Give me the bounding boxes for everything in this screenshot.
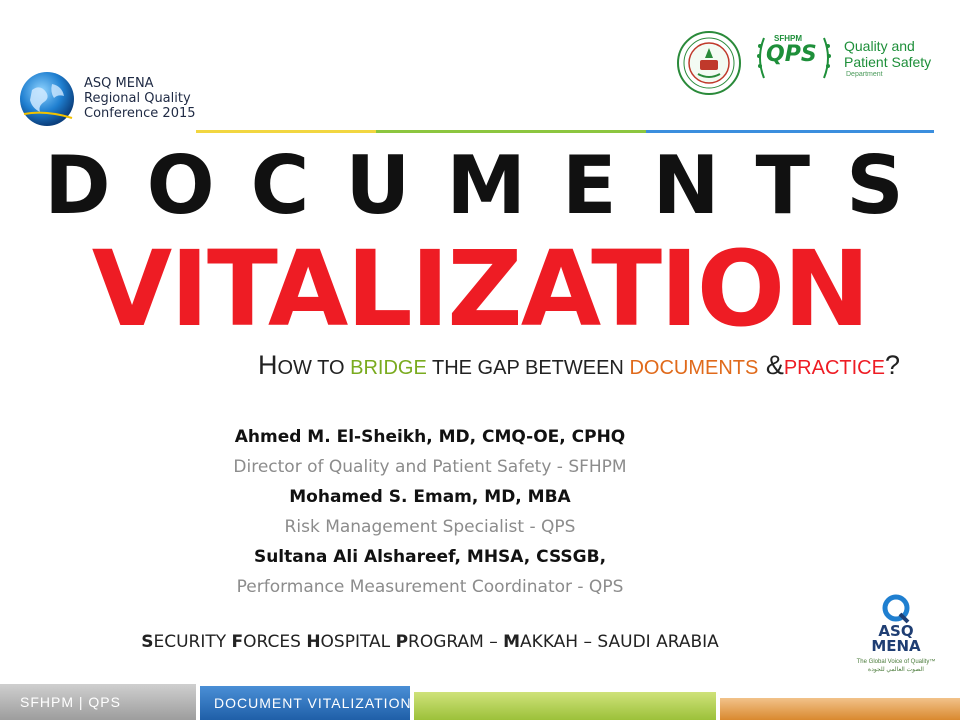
title-documents: DOCUMENTS <box>44 139 940 232</box>
subtitle-h: H <box>258 350 278 380</box>
subtitle-bridge: BRIDGE <box>350 357 427 379</box>
conference-line-3: Conference 2015 <box>84 106 196 121</box>
footer-middle-label: DOCUMENT VITALIZATION <box>214 695 412 711</box>
org-word: OSPITAL <box>320 632 396 652</box>
conference-line-2: Regional Quality <box>84 91 191 106</box>
qps-sub-label: SFHPM <box>774 34 802 43</box>
org-word: ROGRAM – <box>408 632 504 652</box>
org-initial: F <box>231 632 244 652</box>
conference-line-1: ASQ MENA <box>84 76 154 91</box>
conference-logo <box>16 68 216 132</box>
conference-title <box>84 76 196 121</box>
subtitle-practice: PRACTICE <box>783 357 885 379</box>
globe-icon <box>18 70 76 128</box>
asq-q-icon <box>880 594 912 624</box>
author-role: Director of Quality and Patient Safety - SFHPM <box>233 457 627 477</box>
color-rule-yellow <box>196 130 376 133</box>
asq-tagline-en: The Global Voice of Quality™ <box>856 659 936 665</box>
subtitle-the-gap: THE GAP BETWEEN <box>426 357 630 379</box>
author-name: Sultana Ali Alshareef, MHSA, CSSGB, <box>253 547 607 567</box>
author-name: Mohamed S. Emam, MD, MBA <box>289 487 571 507</box>
org-word: ORCES <box>243 632 307 652</box>
qps-logo <box>752 30 942 86</box>
qps-line-3: Department <box>846 71 883 78</box>
color-rule-blue <box>646 130 934 133</box>
footer-left-tab <box>0 684 196 720</box>
asq-line-2: MENA <box>871 637 921 655</box>
org-word: AKKAH – SAUDI ARABIA <box>520 632 719 652</box>
footer-band <box>0 684 960 720</box>
author-name: Ahmed M. El-Sheikh, MD, CMQ-OE, CPHQ <box>234 427 626 447</box>
org-word: ECURITY <box>153 632 232 652</box>
asq-mena-logo <box>856 594 936 680</box>
authors-list <box>100 422 760 602</box>
subtitle-amp: & <box>758 350 784 380</box>
title-vitalization: VITALIZATION <box>91 228 869 350</box>
organization-line <box>100 632 760 652</box>
hospital-seal-icon <box>676 30 742 96</box>
asq-tagline-ar: الصوت العالمي للجودة <box>868 667 924 673</box>
footer-green-band <box>414 692 716 720</box>
footer-middle-tab <box>200 686 410 720</box>
laurel-right-icon <box>822 36 832 80</box>
subtitle-ow-to: OW TO <box>277 357 351 379</box>
author-role: Performance Measurement Coordinator - QPS <box>236 577 624 597</box>
qps-mark: QPS <box>766 42 817 67</box>
org-initial: M <box>503 632 521 652</box>
author-role: Risk Management Specialist - QPS <box>284 517 576 537</box>
qps-line-1: Quality and <box>844 38 915 54</box>
asq-line-1: ASQ <box>878 622 914 640</box>
footer-left-label: SFHPM | QPS <box>20 694 121 710</box>
laurel-left-icon <box>756 36 766 80</box>
asq-text <box>856 624 936 654</box>
asq-tagline <box>856 658 936 674</box>
org-initial: H <box>306 632 321 652</box>
color-rule-green <box>376 130 646 133</box>
qps-line-2: Patient Safety <box>844 54 932 70</box>
org-initial: P <box>395 632 409 652</box>
org-initial: S <box>141 632 154 652</box>
footer-orange-band <box>720 698 960 720</box>
subtitle-question: ? <box>884 350 900 380</box>
subtitle <box>0 350 900 383</box>
subtitle-documents: DOCUMENTS <box>629 357 759 379</box>
